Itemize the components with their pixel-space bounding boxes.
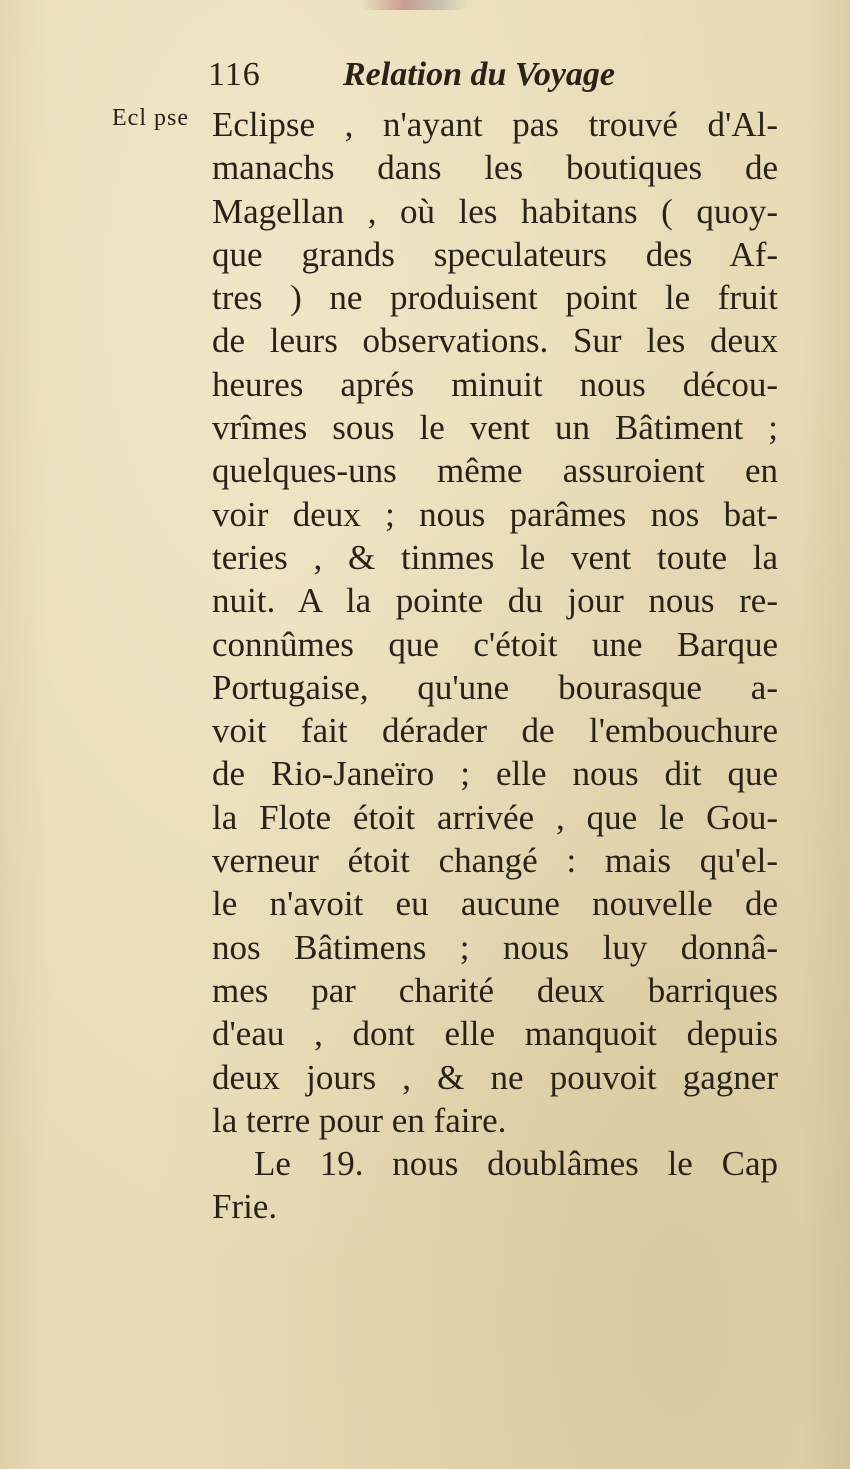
text-line: Portugaise, qu'une bourasque a-: [212, 667, 778, 707]
text-line: nos Bâtimens ; nous luy donnâ-: [212, 927, 778, 967]
running-head: Relation du Voyage: [343, 56, 616, 93]
text-line: mes par charité deux barriques: [212, 970, 778, 1010]
page-edge-stain: [360, 0, 470, 10]
margin-note: Ecl pse: [112, 105, 189, 131]
text-line: Le 19. nous doublâmes le Cap: [254, 1144, 778, 1184]
text-line: manachs dans les boutiques de: [212, 148, 778, 188]
text-line: heures aprés minuit nous décou-: [212, 364, 778, 404]
page-header: [208, 52, 678, 98]
text-line: connûmes que c'étoit une Barque: [212, 624, 778, 664]
text-line: teries , & tinmes le vent toute la: [212, 537, 778, 577]
text-line: d'eau , dont elle manquoit depuis: [212, 1014, 778, 1054]
text-line: Magellan , où les habitans ( quoy-: [212, 191, 778, 231]
text-line: que grands speculateurs des Af-: [212, 234, 778, 274]
text-line: de leurs observations. Sur les deux: [212, 321, 778, 361]
text-line: de Rio-Janeïro ; elle nous dit que: [212, 754, 778, 794]
text-line: quelques-uns même assuroient en: [212, 451, 778, 491]
text-line: la Flote étoit arrivée , que le Gou-: [212, 797, 778, 837]
text-line: vrîmes sous le vent un Bâtiment ;: [212, 408, 778, 448]
text-line: nuit. A la pointe du jour nous re-: [212, 581, 778, 621]
page-number: 116: [208, 56, 261, 93]
text-line: voir deux ; nous parâmes nos bat-: [212, 494, 778, 534]
text-line: deux jours , & ne pouvoit gagner: [212, 1057, 778, 1097]
body-text: [212, 103, 778, 1229]
text-line: le n'avoit eu aucune nouvelle de: [212, 884, 778, 924]
text-line: Frie.: [212, 1187, 278, 1227]
text-line: Eclipse , n'ayant pas trouvé d'Al-: [212, 105, 778, 144]
text-line: voit fait dérader de l'embouchure: [212, 711, 778, 751]
text-line: la terre pour en faire.: [212, 1100, 507, 1140]
text-line: tres ) ne produisent point le fruit: [212, 278, 778, 318]
text-line: verneur étoit changé : mais qu'el-: [212, 841, 778, 881]
